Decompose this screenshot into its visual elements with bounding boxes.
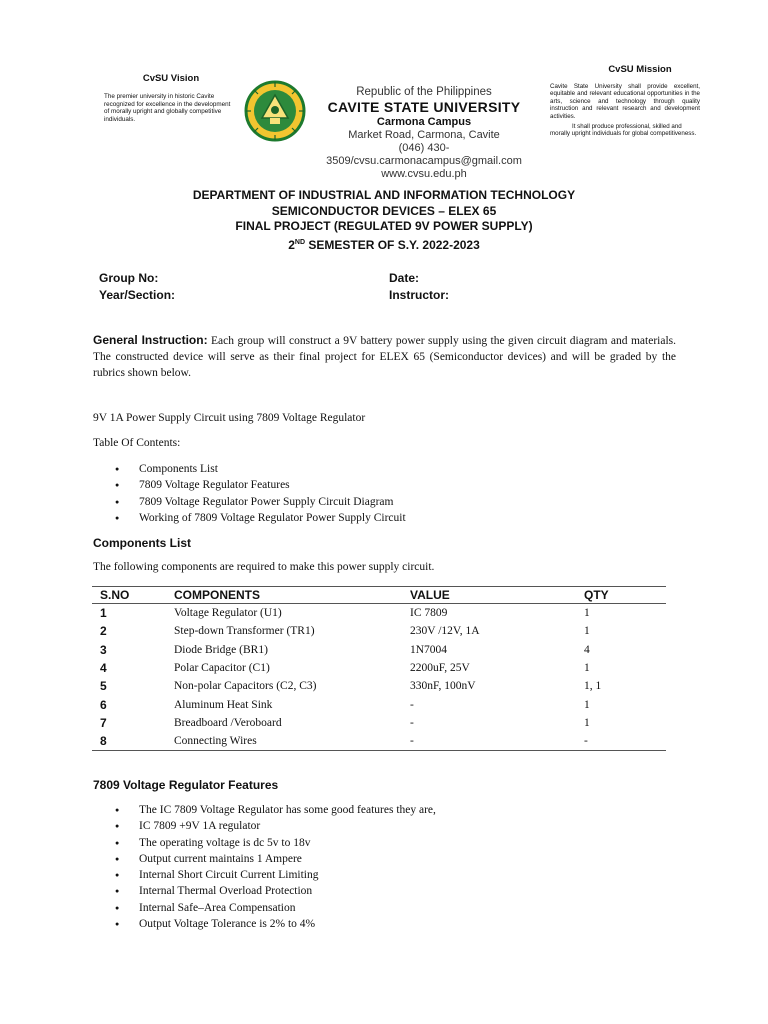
- cell-qty: 1: [584, 716, 590, 729]
- vision-title: CvSU Vision: [142, 73, 200, 84]
- feature-item: ● Output current maintains 1 Ampere: [115, 851, 436, 867]
- toc-item[interactable]: ● Components List: [115, 461, 406, 477]
- feature-item: ● Internal Safe–Area Compensation: [115, 900, 436, 916]
- mission-block: [550, 64, 700, 138]
- cell-sno: 5: [100, 679, 107, 694]
- cell-sno: 2: [100, 624, 107, 639]
- course-title: SEMICONDUCTOR DEVICES – ELEX 65: [271, 203, 497, 218]
- cell-value: -: [410, 698, 414, 711]
- table-row: [92, 695, 666, 713]
- project-title: FINAL PROJECT (REGULATED 9V POWER SUPPLY): [235, 219, 533, 233]
- toc-list: [115, 461, 406, 526]
- toc-item[interactable]: ● 7809 Voltage Regulator Features: [115, 477, 406, 493]
- cell-sno: 7: [100, 715, 107, 730]
- table-header-row: [92, 587, 666, 604]
- table-row: [92, 622, 666, 640]
- column-header-components: COMPONENTS: [166, 587, 402, 604]
- circuit-title: 9V 1A Power Supply Circuit using 7809 Voltage Regulator: [93, 412, 366, 424]
- column-header-sno: S.NO: [92, 587, 166, 604]
- mission-text-2: It shall produce professional, skilled and morally upright individuals for global competitiveness.: [550, 123, 697, 138]
- university-name: CAVITE STATE UNIVERSITY: [327, 99, 521, 115]
- date-label: Date:: [389, 271, 420, 285]
- cell-qty: -: [576, 732, 666, 751]
- feature-item: ● The IC 7809 Voltage Regulator has some good features they are,: [115, 802, 436, 818]
- cell-qty: 4: [584, 643, 590, 656]
- group-no-label: Group No:: [99, 271, 159, 285]
- university-header: [304, 86, 544, 181]
- cell-qty: 1: [584, 625, 590, 638]
- feature-item: ● Internal Thermal Overload Protection: [115, 883, 436, 899]
- cell-sno: 1: [100, 606, 107, 621]
- components-intro: The following components are required to make this power supply circuit.: [93, 561, 435, 573]
- table-row: [92, 659, 666, 677]
- cell-sno: 8: [92, 732, 166, 751]
- feature-item: ● Internal Short Circuit Current Limiting: [115, 867, 436, 883]
- semester-number: 2: [288, 237, 295, 252]
- column-header-qty: QTY: [576, 587, 666, 604]
- feature-item: ● Output Voltage Tolerance is 2% to 4%: [115, 916, 436, 932]
- republic-line: Republic of the Philippines: [356, 86, 492, 98]
- table-row: [92, 714, 666, 732]
- semester-suffix: ND: [294, 238, 306, 246]
- features-list: [115, 802, 436, 932]
- cell-value: IC 7809: [410, 607, 448, 620]
- campus-website: www.cvsu.edu.ph: [381, 168, 467, 180]
- cell-qty: 1: [584, 607, 590, 620]
- cell-component: Breadboard /Veroboard: [174, 716, 282, 729]
- components-heading: Components List: [93, 536, 191, 550]
- cell-qty: 1: [584, 662, 590, 675]
- vision-block: [104, 73, 234, 123]
- components-table: [92, 586, 666, 751]
- mission-title: CvSU Mission: [608, 64, 672, 75]
- cell-value: 2200uF, 25V: [410, 662, 470, 675]
- column-header-value: VALUE: [402, 587, 576, 604]
- table-row: [92, 604, 666, 623]
- campus-address: Market Road, Carmona, Cavite: [348, 129, 500, 141]
- toc-item[interactable]: ● 7809 Voltage Regulator Power Supply Circuit Diagram: [115, 494, 406, 510]
- instructor-label: Instructor:: [389, 288, 449, 302]
- department-title: DEPARTMENT OF INDUSTRIAL AND INFORMATION TECHNOLOGY: [192, 188, 576, 202]
- cell-sno: 4: [100, 661, 107, 676]
- table-row: [92, 641, 666, 659]
- campus-name: Carmona Campus: [376, 116, 472, 128]
- feature-item: ● The operating voltage is dc 5v to 18v: [115, 835, 436, 851]
- cell-sno: 6: [100, 697, 107, 712]
- cell-value: 330nF, 100nV: [410, 680, 476, 693]
- instruction-text: Each group will construct a 9V battery power supply using the given circuit diagram and materials. The constructed device will serve as their final project for ELEX 65 (Semiconductor devices) and will be graded by the rubrics shown below.: [93, 335, 676, 379]
- cell-qty: 1: [584, 698, 590, 711]
- cell-component: Voltage Regulator (U1): [174, 607, 282, 620]
- cell-value: 230V /12V, 1A: [410, 625, 480, 638]
- table-row: [92, 732, 666, 751]
- instruction-label: General Instruction:: [93, 333, 208, 347]
- semester-text: SEMESTER OF S.Y. 2022-2023: [305, 237, 480, 252]
- semester-title: [0, 235, 768, 254]
- university-seal-icon: [244, 80, 306, 142]
- toc-item[interactable]: ● Working of 7809 Voltage Regulator Power Supply Circuit: [115, 510, 406, 526]
- cell-value: -: [410, 716, 414, 729]
- campus-contact: (046) 430-3509/cvsu.carmonacampus@gmail.com: [326, 142, 522, 167]
- feature-item: ● IC 7809 +9V 1A regulator: [115, 818, 436, 834]
- cell-value: -: [402, 732, 576, 751]
- cell-qty: 1, 1: [584, 680, 602, 693]
- cell-value: 1N7004: [410, 643, 448, 656]
- document-titles: [0, 188, 768, 253]
- table-row: [92, 677, 666, 695]
- general-instruction: [93, 332, 676, 381]
- year-section-label: Year/Section:: [99, 288, 176, 302]
- vision-text: The premier university in historic Cavite recognized for excellence in the development of morally upright and globally competitive individuals.: [104, 93, 231, 123]
- toc-label: Table Of Contents:: [93, 437, 181, 449]
- cell-component: Non-polar Capacitors (C2, C3): [174, 680, 317, 693]
- cell-sno: 3: [100, 642, 107, 657]
- cell-component: Diode Bridge (BR1): [174, 643, 268, 656]
- cell-component: Connecting Wires: [166, 732, 402, 751]
- mission-text: Cavite State University shall provide excellent, equitable and relevant educational opportunities in the arts, science and technology through quality instruction and relevant research and development activities.: [550, 83, 700, 120]
- cell-component: Polar Capacitor (C1): [174, 662, 270, 675]
- cell-component: Aluminum Heat Sink: [174, 698, 273, 711]
- cell-component: Step-down Transformer (TR1): [174, 625, 315, 638]
- features-heading: 7809 Voltage Regulator Features: [93, 778, 279, 792]
